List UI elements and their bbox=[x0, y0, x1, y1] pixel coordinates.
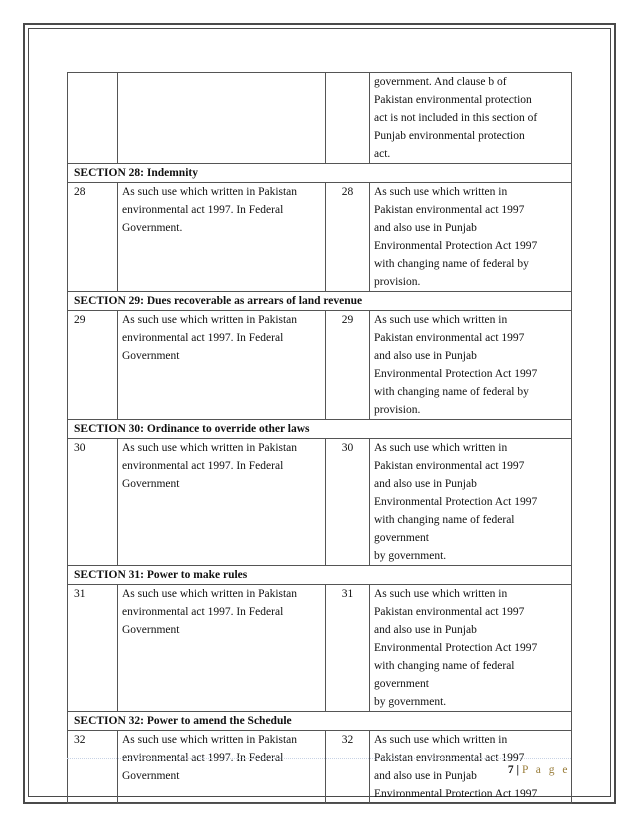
federal-section-number: 32 bbox=[68, 731, 118, 804]
punjab-section-number: 31 bbox=[326, 585, 370, 712]
section-title: SECTION 31: Power to make rules bbox=[68, 566, 572, 585]
federal-act-text: As such use which written in Pakistan environmental act 1997. In Federal Government bbox=[118, 585, 326, 712]
footer-separator: | bbox=[516, 764, 520, 776]
section-heading-row bbox=[68, 164, 572, 183]
punjab-section-number: 29 bbox=[326, 311, 370, 420]
punjab-act-text: government. And clause b of Pakistan environmental protection act is not included in this section of Punjab environmental protection act. bbox=[370, 73, 572, 164]
federal-act-text: As such use which written in Pakistan environmental act 1997. In Federal Government. bbox=[118, 183, 326, 292]
page-footer bbox=[420, 764, 570, 776]
punjab-act-text: As such use which written in Pakistan environmental act 1997 and also use in Punjab Environmental Protection Act 1997 with changing name of federal by provision. bbox=[370, 311, 572, 420]
comparison-table bbox=[67, 72, 572, 804]
punjab-section-number: 30 bbox=[326, 439, 370, 566]
punjab-section-number: 28 bbox=[326, 183, 370, 292]
section-heading-row bbox=[68, 566, 572, 585]
federal-section-number: 31 bbox=[68, 585, 118, 712]
table-row bbox=[68, 73, 572, 164]
punjab-section-number bbox=[326, 73, 370, 164]
table-row bbox=[68, 311, 572, 420]
federal-section-number: 29 bbox=[68, 311, 118, 420]
section-heading-row bbox=[68, 420, 572, 439]
table-row bbox=[68, 439, 572, 566]
footer-divider bbox=[67, 758, 571, 759]
punjab-act-text: As such use which written in Pakistan environmental act 1997 and also use in Punjab Environmental Protection Act 1997 bbox=[370, 731, 572, 804]
section-title: SECTION 32: Power to amend the Schedule bbox=[68, 712, 572, 731]
section-title: SECTION 30: Ordinance to override other laws bbox=[68, 420, 572, 439]
section-title: SECTION 29: Dues recoverable as arrears of land revenue bbox=[68, 292, 572, 311]
punjab-act-text: As such use which written in Pakistan environmental act 1997 and also use in Punjab Environmental Protection Act 1997 with changing name of federal government by government. bbox=[370, 439, 572, 566]
section-heading-row bbox=[68, 292, 572, 311]
punjab-act-text: As such use which written in Pakistan environmental act 1997 and also use in Punjab Environmental Protection Act 1997 with changing name of federal by provision. bbox=[370, 183, 572, 292]
section-title: SECTION 28: Indemnity bbox=[68, 164, 572, 183]
punjab-act-text: As such use which written in Pakistan environmental act 1997 and also use in Punjab Environmental Protection Act 1997 with changing name of federal government by government. bbox=[370, 585, 572, 712]
federal-act-text: As such use which written in Pakistan environmental act 1997. In Federal Government bbox=[118, 731, 326, 804]
federal-section-number: 28 bbox=[68, 183, 118, 292]
page-number: 7 bbox=[507, 764, 514, 776]
federal-act-text: As such use which written in Pakistan environmental act 1997. In Federal Government bbox=[118, 311, 326, 420]
page-label: P a g e bbox=[521, 764, 570, 776]
table-row bbox=[68, 585, 572, 712]
section-heading-row bbox=[68, 712, 572, 731]
federal-section-number bbox=[68, 73, 118, 164]
table-row bbox=[68, 183, 572, 292]
punjab-section-number: 32 bbox=[326, 731, 370, 804]
federal-act-text: As such use which written in Pakistan environmental act 1997. In Federal Government bbox=[118, 439, 326, 566]
federal-section-number: 30 bbox=[68, 439, 118, 566]
table-body bbox=[68, 73, 572, 804]
federal-act-text bbox=[118, 73, 326, 164]
